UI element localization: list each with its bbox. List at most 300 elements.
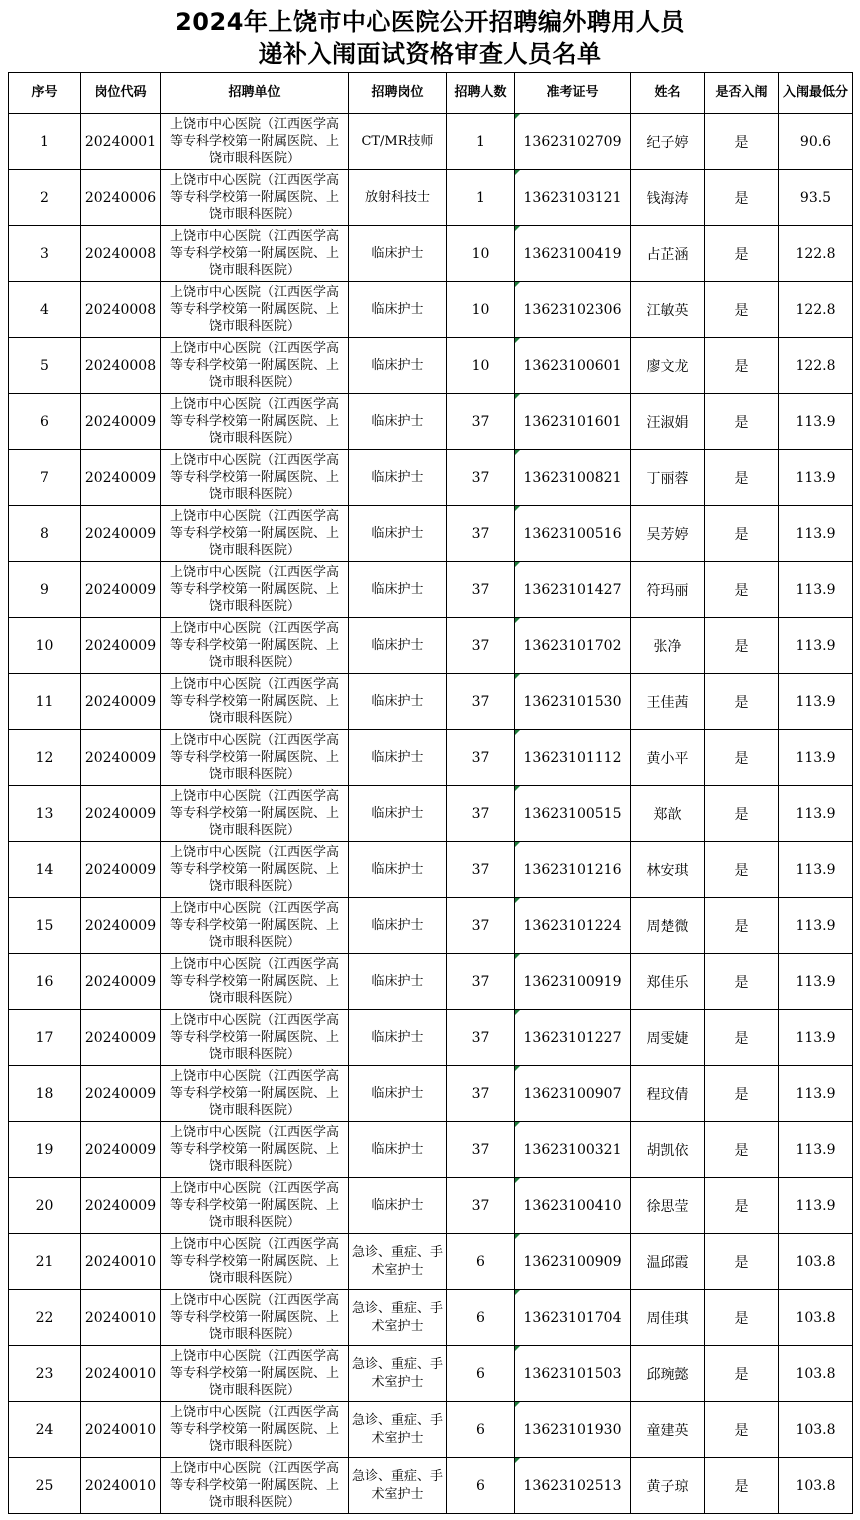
table-row — [9, 1010, 853, 1066]
cell-marker-icon — [515, 1066, 520, 1071]
cell-admitted: 是 — [705, 674, 779, 730]
cell-admitted: 是 — [705, 562, 779, 618]
cell-count: 37 — [447, 1010, 515, 1066]
cell-name: 胡凯依 — [631, 1122, 705, 1178]
header-name: 姓名 — [631, 73, 705, 114]
cell-marker-icon — [515, 506, 520, 511]
cell-post-code: 20240010 — [81, 1402, 161, 1458]
table-row — [9, 1458, 853, 1514]
table-body — [9, 114, 853, 1514]
cell-admitted: 是 — [705, 338, 779, 394]
cell-min-score: 113.9 — [779, 506, 853, 562]
cell-seq: 5 — [9, 338, 81, 394]
cell-post: 急诊、重症、手术室护士 — [349, 1290, 447, 1346]
cell-min-score: 113.9 — [779, 394, 853, 450]
header-min-score: 入闱最低分 — [779, 73, 853, 114]
cell-marker-icon — [515, 338, 520, 343]
cell-admitted: 是 — [705, 1458, 779, 1514]
cell-min-score: 122.8 — [779, 226, 853, 282]
cell-admitted: 是 — [705, 1402, 779, 1458]
cell-post-code: 20240009 — [81, 1066, 161, 1122]
cell-seq: 8 — [9, 506, 81, 562]
cell-post: 临床护士 — [349, 842, 447, 898]
cell-marker-icon — [515, 282, 520, 287]
cell-admitted: 是 — [705, 114, 779, 170]
cell-name: 温邱霞 — [631, 1234, 705, 1290]
cell-name: 邱琬懿 — [631, 1346, 705, 1402]
cell-unit: 上饶市中心医院（江西医学高等专科学校第一附属医院、上饶市眼科医院） — [161, 1122, 349, 1178]
table-row — [9, 1402, 853, 1458]
cell-unit: 上饶市中心医院（江西医学高等专科学校第一附属医院、上饶市眼科医院） — [161, 170, 349, 226]
cell-post: 临床护士 — [349, 1010, 447, 1066]
cell-marker-icon — [515, 226, 520, 231]
cell-admitted: 是 — [705, 282, 779, 338]
cell-post-code: 20240009 — [81, 618, 161, 674]
cell-seq: 24 — [9, 1402, 81, 1458]
ticket-number: 13623101224 — [523, 917, 622, 934]
cell-count: 37 — [447, 1122, 515, 1178]
cell-min-score: 113.9 — [779, 954, 853, 1010]
cell-post-code: 20240006 — [81, 170, 161, 226]
cell-name: 钱海涛 — [631, 170, 705, 226]
cell-unit: 上饶市中心医院（江西医学高等专科学校第一附属医院、上饶市眼科医院） — [161, 730, 349, 786]
cell-post-code: 20240009 — [81, 394, 161, 450]
cell-count: 37 — [447, 394, 515, 450]
cell-min-score: 103.8 — [779, 1234, 853, 1290]
cell-marker-icon — [515, 954, 520, 959]
cell-unit: 上饶市中心医院（江西医学高等专科学校第一附属医院、上饶市眼科医院） — [161, 1010, 349, 1066]
cell-name: 童建英 — [631, 1402, 705, 1458]
cell-post-code: 20240009 — [81, 898, 161, 954]
cell-post-code: 20240009 — [81, 842, 161, 898]
cell-marker-icon — [515, 1010, 520, 1015]
cell-ticket — [515, 114, 631, 170]
cell-ticket — [515, 1290, 631, 1346]
cell-ticket — [515, 786, 631, 842]
cell-ticket — [515, 1010, 631, 1066]
cell-min-score: 113.9 — [779, 450, 853, 506]
cell-ticket — [515, 674, 631, 730]
cell-count: 1 — [447, 170, 515, 226]
ticket-number: 13623101930 — [523, 1421, 622, 1438]
cell-marker-icon — [515, 1346, 520, 1351]
cell-seq: 6 — [9, 394, 81, 450]
document-title — [8, 6, 852, 72]
table-row — [9, 1066, 853, 1122]
ticket-number: 13623100516 — [523, 525, 622, 542]
header-unit: 招聘单位 — [161, 73, 349, 114]
cell-name: 周佳琪 — [631, 1290, 705, 1346]
cell-ticket — [515, 842, 631, 898]
cell-post: 急诊、重症、手术室护士 — [349, 1402, 447, 1458]
cell-min-score: 113.9 — [779, 898, 853, 954]
cell-unit: 上饶市中心医院（江西医学高等专科学校第一附属医院、上饶市眼科医院） — [161, 1178, 349, 1234]
cell-count: 6 — [447, 1402, 515, 1458]
cell-post: 放射科技士 — [349, 170, 447, 226]
cell-name: 江敏英 — [631, 282, 705, 338]
table-row — [9, 674, 853, 730]
cell-name: 黄小平 — [631, 730, 705, 786]
cell-count: 37 — [447, 898, 515, 954]
cell-seq: 15 — [9, 898, 81, 954]
cell-admitted: 是 — [705, 450, 779, 506]
cell-seq: 12 — [9, 730, 81, 786]
table-row — [9, 562, 853, 618]
title-line-2: 递补入闱面试资格审查人员名单 — [258, 40, 602, 68]
cell-count: 6 — [447, 1290, 515, 1346]
cell-unit: 上饶市中心医院（江西医学高等专科学校第一附属医院、上饶市眼科医院） — [161, 1290, 349, 1346]
cell-count: 10 — [447, 282, 515, 338]
cell-marker-icon — [515, 786, 520, 791]
cell-admitted: 是 — [705, 1346, 779, 1402]
cell-unit: 上饶市中心医院（江西医学高等专科学校第一附属医院、上饶市眼科医院） — [161, 1066, 349, 1122]
cell-ticket — [515, 226, 631, 282]
cell-count: 37 — [447, 506, 515, 562]
cell-name: 王佳茜 — [631, 674, 705, 730]
cell-unit: 上饶市中心医院（江西医学高等专科学校第一附属医院、上饶市眼科医院） — [161, 394, 349, 450]
cell-marker-icon — [515, 114, 520, 119]
cell-post-code: 20240008 — [81, 282, 161, 338]
cell-admitted: 是 — [705, 618, 779, 674]
cell-marker-icon — [515, 562, 520, 567]
ticket-number: 13623100821 — [523, 469, 622, 486]
cell-unit: 上饶市中心医院（江西医学高等专科学校第一附属医院、上饶市眼科医院） — [161, 1234, 349, 1290]
table-row — [9, 1346, 853, 1402]
header-ticket: 准考证号 — [515, 73, 631, 114]
table-row — [9, 786, 853, 842]
cell-unit: 上饶市中心医院（江西医学高等专科学校第一附属医院、上饶市眼科医院） — [161, 226, 349, 282]
cell-seq: 1 — [9, 114, 81, 170]
cell-name: 吴芳婷 — [631, 506, 705, 562]
cell-min-score: 113.9 — [779, 1122, 853, 1178]
table-row — [9, 1122, 853, 1178]
cell-marker-icon — [515, 618, 520, 623]
table-row — [9, 898, 853, 954]
cell-name: 纪子婷 — [631, 114, 705, 170]
cell-admitted: 是 — [705, 1290, 779, 1346]
cell-seq: 4 — [9, 282, 81, 338]
header-admitted: 是否入闱 — [705, 73, 779, 114]
ticket-number: 13623100410 — [523, 1197, 622, 1214]
cell-post-code: 20240008 — [81, 226, 161, 282]
cell-seq: 16 — [9, 954, 81, 1010]
cell-ticket — [515, 394, 631, 450]
ticket-number: 13623102306 — [523, 301, 622, 318]
cell-marker-icon — [515, 394, 520, 399]
table-row — [9, 730, 853, 786]
ticket-number: 13623101704 — [523, 1309, 622, 1326]
cell-ticket — [515, 282, 631, 338]
cell-ticket — [515, 1122, 631, 1178]
table-row — [9, 394, 853, 450]
cell-seq: 17 — [9, 1010, 81, 1066]
cell-seq: 9 — [9, 562, 81, 618]
cell-admitted: 是 — [705, 842, 779, 898]
ticket-number: 13623101601 — [523, 413, 622, 430]
cell-seq: 23 — [9, 1346, 81, 1402]
table-row — [9, 618, 853, 674]
cell-count: 1 — [447, 114, 515, 170]
cell-min-score: 113.9 — [779, 562, 853, 618]
cell-min-score: 113.9 — [779, 730, 853, 786]
cell-unit: 上饶市中心医院（江西医学高等专科学校第一附属医院、上饶市眼科医院） — [161, 618, 349, 674]
header-seq: 序号 — [9, 73, 81, 114]
cell-ticket — [515, 1234, 631, 1290]
cell-admitted: 是 — [705, 226, 779, 282]
cell-name: 黄子琼 — [631, 1458, 705, 1514]
cell-ticket — [515, 562, 631, 618]
ticket-number: 13623102709 — [523, 133, 622, 150]
cell-post: CT/MR技师 — [349, 114, 447, 170]
cell-unit: 上饶市中心医院（江西医学高等专科学校第一附属医院、上饶市眼科医院） — [161, 954, 349, 1010]
ticket-number: 13623100601 — [523, 357, 622, 374]
table-row — [9, 506, 853, 562]
cell-post-code: 20240009 — [81, 450, 161, 506]
cell-min-score: 122.8 — [779, 282, 853, 338]
cell-min-score: 103.8 — [779, 1290, 853, 1346]
cell-min-score: 90.6 — [779, 114, 853, 170]
candidate-table — [8, 72, 853, 1514]
ticket-number: 13623100419 — [523, 245, 622, 262]
cell-unit: 上饶市中心医院（江西医学高等专科学校第一附属医院、上饶市眼科医院） — [161, 674, 349, 730]
cell-name: 廖文龙 — [631, 338, 705, 394]
cell-admitted: 是 — [705, 1066, 779, 1122]
cell-count: 6 — [447, 1234, 515, 1290]
cell-post: 临床护士 — [349, 394, 447, 450]
cell-min-score: 122.8 — [779, 338, 853, 394]
ticket-number: 13623100321 — [523, 1141, 622, 1158]
cell-seq: 20 — [9, 1178, 81, 1234]
ticket-number: 13623103121 — [523, 189, 622, 206]
header-post-code: 岗位代码 — [81, 73, 161, 114]
cell-post-code: 20240009 — [81, 674, 161, 730]
cell-admitted: 是 — [705, 394, 779, 450]
cell-name: 汪淑娟 — [631, 394, 705, 450]
cell-admitted: 是 — [705, 898, 779, 954]
cell-count: 10 — [447, 226, 515, 282]
table-row — [9, 114, 853, 170]
cell-post: 临床护士 — [349, 282, 447, 338]
cell-name: 郑佳乐 — [631, 954, 705, 1010]
cell-ticket — [515, 1402, 631, 1458]
cell-admitted: 是 — [705, 1010, 779, 1066]
cell-marker-icon — [515, 730, 520, 735]
ticket-number: 13623101227 — [523, 1029, 622, 1046]
cell-unit: 上饶市中心医院（江西医学高等专科学校第一附属医院、上饶市眼科医院） — [161, 1402, 349, 1458]
cell-post-code: 20240010 — [81, 1290, 161, 1346]
ticket-number: 13623101503 — [523, 1365, 622, 1382]
ticket-number: 13623101112 — [523, 749, 622, 766]
cell-post-code: 20240001 — [81, 114, 161, 170]
cell-admitted: 是 — [705, 1122, 779, 1178]
cell-count: 6 — [447, 1458, 515, 1514]
table-row — [9, 450, 853, 506]
cell-ticket — [515, 1458, 631, 1514]
cell-unit: 上饶市中心医院（江西医学高等专科学校第一附属医院、上饶市眼科医院） — [161, 282, 349, 338]
cell-count: 37 — [447, 450, 515, 506]
ticket-number: 13623100909 — [523, 1253, 622, 1270]
cell-marker-icon — [515, 1290, 520, 1295]
cell-marker-icon — [515, 1234, 520, 1239]
cell-post: 临床护士 — [349, 506, 447, 562]
cell-min-score: 93.5 — [779, 170, 853, 226]
cell-post-code: 20240009 — [81, 1010, 161, 1066]
cell-post: 临床护士 — [349, 618, 447, 674]
table-row — [9, 338, 853, 394]
cell-post: 临床护士 — [349, 226, 447, 282]
cell-name: 占芷涵 — [631, 226, 705, 282]
cell-min-score: 113.9 — [779, 618, 853, 674]
cell-unit: 上饶市中心医院（江西医学高等专科学校第一附属医院、上饶市眼科医院） — [161, 338, 349, 394]
cell-name: 林安琪 — [631, 842, 705, 898]
table-row — [9, 954, 853, 1010]
cell-min-score: 113.9 — [779, 842, 853, 898]
cell-marker-icon — [515, 842, 520, 847]
cell-admitted: 是 — [705, 786, 779, 842]
cell-ticket — [515, 450, 631, 506]
ticket-number: 13623102513 — [523, 1477, 622, 1494]
cell-unit: 上饶市中心医院（江西医学高等专科学校第一附属医院、上饶市眼科医院） — [161, 450, 349, 506]
cell-name: 郑歆 — [631, 786, 705, 842]
cell-post-code: 20240009 — [81, 506, 161, 562]
cell-count: 37 — [447, 1066, 515, 1122]
cell-name: 丁丽蓉 — [631, 450, 705, 506]
cell-ticket — [515, 1066, 631, 1122]
cell-marker-icon — [515, 450, 520, 455]
cell-count: 37 — [447, 786, 515, 842]
cell-unit: 上饶市中心医院（江西医学高等专科学校第一附属医院、上饶市眼科医院） — [161, 506, 349, 562]
cell-min-score: 113.9 — [779, 1066, 853, 1122]
table-row — [9, 170, 853, 226]
header-count: 招聘人数 — [447, 73, 515, 114]
ticket-number: 13623100515 — [523, 805, 622, 822]
cell-seq: 14 — [9, 842, 81, 898]
cell-min-score: 103.8 — [779, 1346, 853, 1402]
ticket-number: 13623100907 — [523, 1085, 622, 1102]
title-line-1: 2024年上饶市中心医院公开招聘编外聘用人员 — [175, 8, 685, 36]
cell-marker-icon — [515, 170, 520, 175]
cell-unit: 上饶市中心医院（江西医学高等专科学校第一附属医院、上饶市眼科医院） — [161, 842, 349, 898]
cell-seq: 13 — [9, 786, 81, 842]
cell-seq: 25 — [9, 1458, 81, 1514]
cell-count: 37 — [447, 842, 515, 898]
cell-seq: 21 — [9, 1234, 81, 1290]
ticket-number: 13623100919 — [523, 973, 622, 990]
cell-count: 37 — [447, 1178, 515, 1234]
cell-count: 10 — [447, 338, 515, 394]
cell-post: 临床护士 — [349, 1178, 447, 1234]
cell-unit: 上饶市中心医院（江西医学高等专科学校第一附属医院、上饶市眼科医院） — [161, 114, 349, 170]
cell-post-code: 20240009 — [81, 1178, 161, 1234]
cell-unit: 上饶市中心医院（江西医学高等专科学校第一附属医院、上饶市眼科医院） — [161, 1346, 349, 1402]
ticket-number: 13623101216 — [523, 861, 622, 878]
cell-min-score: 113.9 — [779, 1178, 853, 1234]
cell-min-score: 113.9 — [779, 786, 853, 842]
cell-count: 37 — [447, 562, 515, 618]
cell-admitted: 是 — [705, 1178, 779, 1234]
cell-ticket — [515, 618, 631, 674]
cell-admitted: 是 — [705, 170, 779, 226]
cell-seq: 11 — [9, 674, 81, 730]
cell-post: 临床护士 — [349, 450, 447, 506]
cell-count: 37 — [447, 618, 515, 674]
cell-post-code: 20240009 — [81, 730, 161, 786]
cell-post-code: 20240009 — [81, 786, 161, 842]
cell-post-code: 20240009 — [81, 562, 161, 618]
cell-marker-icon — [515, 1178, 520, 1183]
cell-name: 徐思莹 — [631, 1178, 705, 1234]
cell-unit: 上饶市中心医院（江西医学高等专科学校第一附属医院、上饶市眼科医院） — [161, 786, 349, 842]
cell-post: 急诊、重症、手术室护士 — [349, 1234, 447, 1290]
cell-post: 临床护士 — [349, 1066, 447, 1122]
cell-ticket — [515, 170, 631, 226]
cell-seq: 10 — [9, 618, 81, 674]
cell-count: 37 — [447, 954, 515, 1010]
cell-min-score: 103.8 — [779, 1458, 853, 1514]
cell-name: 周楚微 — [631, 898, 705, 954]
cell-marker-icon — [515, 1402, 520, 1407]
cell-admitted: 是 — [705, 506, 779, 562]
cell-post-code: 20240009 — [81, 1122, 161, 1178]
cell-name: 张净 — [631, 618, 705, 674]
cell-count: 37 — [447, 674, 515, 730]
cell-unit: 上饶市中心医院（江西医学高等专科学校第一附属医院、上饶市眼科医院） — [161, 1458, 349, 1514]
cell-admitted: 是 — [705, 730, 779, 786]
cell-min-score: 103.8 — [779, 1402, 853, 1458]
cell-ticket — [515, 338, 631, 394]
cell-ticket — [515, 898, 631, 954]
cell-unit: 上饶市中心医院（江西医学高等专科学校第一附属医院、上饶市眼科医院） — [161, 898, 349, 954]
cell-post-code: 20240010 — [81, 1346, 161, 1402]
cell-admitted: 是 — [705, 954, 779, 1010]
cell-seq: 19 — [9, 1122, 81, 1178]
cell-unit: 上饶市中心医院（江西医学高等专科学校第一附属医院、上饶市眼科医院） — [161, 562, 349, 618]
cell-marker-icon — [515, 674, 520, 679]
table-row — [9, 282, 853, 338]
cell-post: 急诊、重症、手术室护士 — [349, 1346, 447, 1402]
cell-post: 临床护士 — [349, 730, 447, 786]
cell-ticket — [515, 954, 631, 1010]
cell-post: 临床护士 — [349, 562, 447, 618]
cell-seq: 2 — [9, 170, 81, 226]
ticket-number: 13623101530 — [523, 693, 622, 710]
cell-marker-icon — [515, 898, 520, 903]
cell-seq: 22 — [9, 1290, 81, 1346]
cell-name: 程玟倩 — [631, 1066, 705, 1122]
table-header-row — [9, 73, 853, 114]
header-post: 招聘岗位 — [349, 73, 447, 114]
cell-min-score: 113.9 — [779, 674, 853, 730]
cell-ticket — [515, 1346, 631, 1402]
cell-count: 37 — [447, 730, 515, 786]
table-row — [9, 1234, 853, 1290]
cell-post: 临床护士 — [349, 674, 447, 730]
cell-count: 6 — [447, 1346, 515, 1402]
cell-post: 急诊、重症、手术室护士 — [349, 1458, 447, 1514]
cell-post-code: 20240008 — [81, 338, 161, 394]
cell-admitted: 是 — [705, 1234, 779, 1290]
cell-post: 临床护士 — [349, 1122, 447, 1178]
cell-post: 临床护士 — [349, 786, 447, 842]
cell-seq: 3 — [9, 226, 81, 282]
cell-post-code: 20240010 — [81, 1234, 161, 1290]
cell-post: 临床护士 — [349, 338, 447, 394]
table-row — [9, 1178, 853, 1234]
cell-name: 符玛丽 — [631, 562, 705, 618]
cell-post: 临床护士 — [349, 898, 447, 954]
table-row — [9, 1290, 853, 1346]
cell-ticket — [515, 730, 631, 786]
